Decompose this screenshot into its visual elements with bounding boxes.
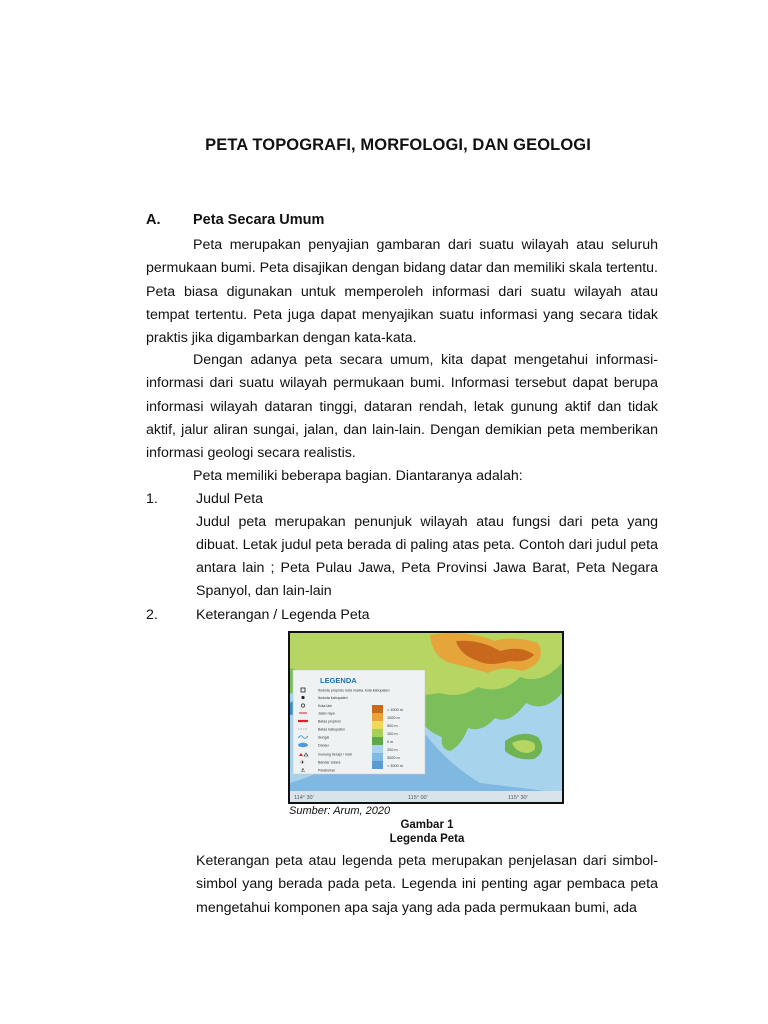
legend-title: LEGENDA bbox=[320, 676, 357, 685]
elevation-label-4: 100 m bbox=[387, 732, 398, 736]
elevation-label-6: 200 m bbox=[387, 748, 398, 752]
legend-item-5: Batas propinsi bbox=[318, 719, 341, 724]
elevation-label-2: 1000 m bbox=[387, 716, 400, 720]
legend-item-2: Ibukota kabupaten bbox=[318, 696, 348, 700]
map-image bbox=[290, 633, 562, 802]
elevation-swatch-7 bbox=[372, 753, 383, 761]
elevation-swatch-3 bbox=[372, 721, 383, 729]
elevation-swatch-8 bbox=[372, 761, 383, 769]
legend-box bbox=[293, 670, 425, 774]
elevation-label-7: 3000 m bbox=[387, 756, 400, 760]
paragraph-benefit: Dengan adanya peta secara umum, kita dapat mengetahui informasi-informasi dari suatu wilayah permukaan bumi. Informasi tersebut dapat berupa informasi wilayah dataran tinggi, dataran rendah, letak gunung aktif dan tidak aktif, jalur aliran sungai, jalan, dan lain-lain. Dengan demikian peta memberikan informasi geologi secara realistis. bbox=[146, 352, 658, 462]
figure-source: Sumber: Arum, 2020 bbox=[289, 805, 391, 817]
longitude-label-3: 115° 30' bbox=[508, 795, 528, 801]
legend-item-3: Kota lain bbox=[318, 704, 332, 708]
paragraph-definition: Peta merupakan penyajian gambaran dari suatu wilayah atau seluruh permukaan bumi. Peta disajikan dengan bidang datar dan memiliki skala tertentu. Peta biasa digunakan untuk memperoleh informasi dari suatu wilayah atau tempat tertentu. Peta juga dapat menyajikan suatu informasi yang secara tidak praktis jika digambarkan dengan kata-kata. bbox=[146, 237, 658, 347]
regency-capital-symbol bbox=[301, 696, 304, 699]
legend-map-figure bbox=[288, 631, 564, 804]
elevation-label-1: > 1000 m bbox=[387, 708, 403, 712]
paragraph-parts-intro: Peta memiliki beberapa bagian. Diantaranya adalah: bbox=[193, 468, 523, 484]
section-letter: A. bbox=[146, 212, 161, 228]
longitude-label-1: 114° 30' bbox=[294, 795, 314, 801]
legend-item-4: Jalan raya bbox=[318, 711, 335, 716]
elevation-swatch-1 bbox=[372, 705, 383, 713]
legend-item-6: Batas kabupaten bbox=[318, 727, 345, 732]
figure-caption-title: Legenda Peta bbox=[389, 833, 465, 845]
section-title: Peta Secara Umum bbox=[193, 212, 325, 228]
legend-item-9: Gunung berapi / mati bbox=[318, 752, 352, 757]
legend-item-11: Pelabuhan bbox=[318, 768, 336, 773]
page-title: PETA TOPOGRAFI, MORFOLOGI, DAN GEOLOGI bbox=[205, 136, 591, 154]
elevation-swatch-4 bbox=[372, 729, 383, 737]
legend-item-8: Danau bbox=[318, 743, 329, 748]
elevation-label-5: 0 m bbox=[387, 740, 394, 744]
figure-caption-number: Gambar 1 bbox=[400, 819, 454, 831]
elevation-swatch-5 bbox=[372, 737, 383, 745]
longitude-label-2: 115° 00' bbox=[408, 795, 428, 801]
elevation-swatch-2 bbox=[372, 713, 383, 721]
legend-item-7: Sungai bbox=[318, 735, 330, 740]
list-item-title-2: Keterangan / Legenda Peta bbox=[196, 607, 370, 623]
lake-symbol bbox=[298, 743, 308, 747]
list-item-body-1: Judul peta merupakan penunjuk wilayah atau fungsi dari peta yang dibuat. Letak judul peta berada di paling atas peta. Contoh dari judul peta antara lain ; Peta Pulau Jawa, Peta Provinsi Jawa Barat, Peta Negara Spanyol, dan lain-lain bbox=[196, 514, 658, 599]
list-number-1: 1. bbox=[146, 491, 158, 507]
legend-item-10: Bandar Udara bbox=[318, 760, 341, 765]
elevation-swatch-6 bbox=[372, 745, 383, 753]
elevation-label-8: > 3000 m bbox=[387, 764, 403, 768]
list-number-2: 2. bbox=[146, 607, 158, 623]
list-item-title-1: Judul Peta bbox=[196, 491, 264, 507]
harbor-symbol: ⚓ bbox=[300, 768, 306, 774]
paragraph-legend-explanation: Keterangan peta atau legenda peta merupakan penjelasan dari simbol-simbol yang berada pada peta. Legenda ini penting agar pembaca peta mengetahui komponen apa saja yang ada pada permukaan bumi, ada bbox=[196, 853, 658, 916]
airport-symbol: ✈ bbox=[300, 760, 305, 766]
legend-item-1: Ibukota propinsi, kota madia, kota kabupaten bbox=[318, 688, 390, 693]
elevation-label-3: 500 m bbox=[387, 724, 398, 728]
